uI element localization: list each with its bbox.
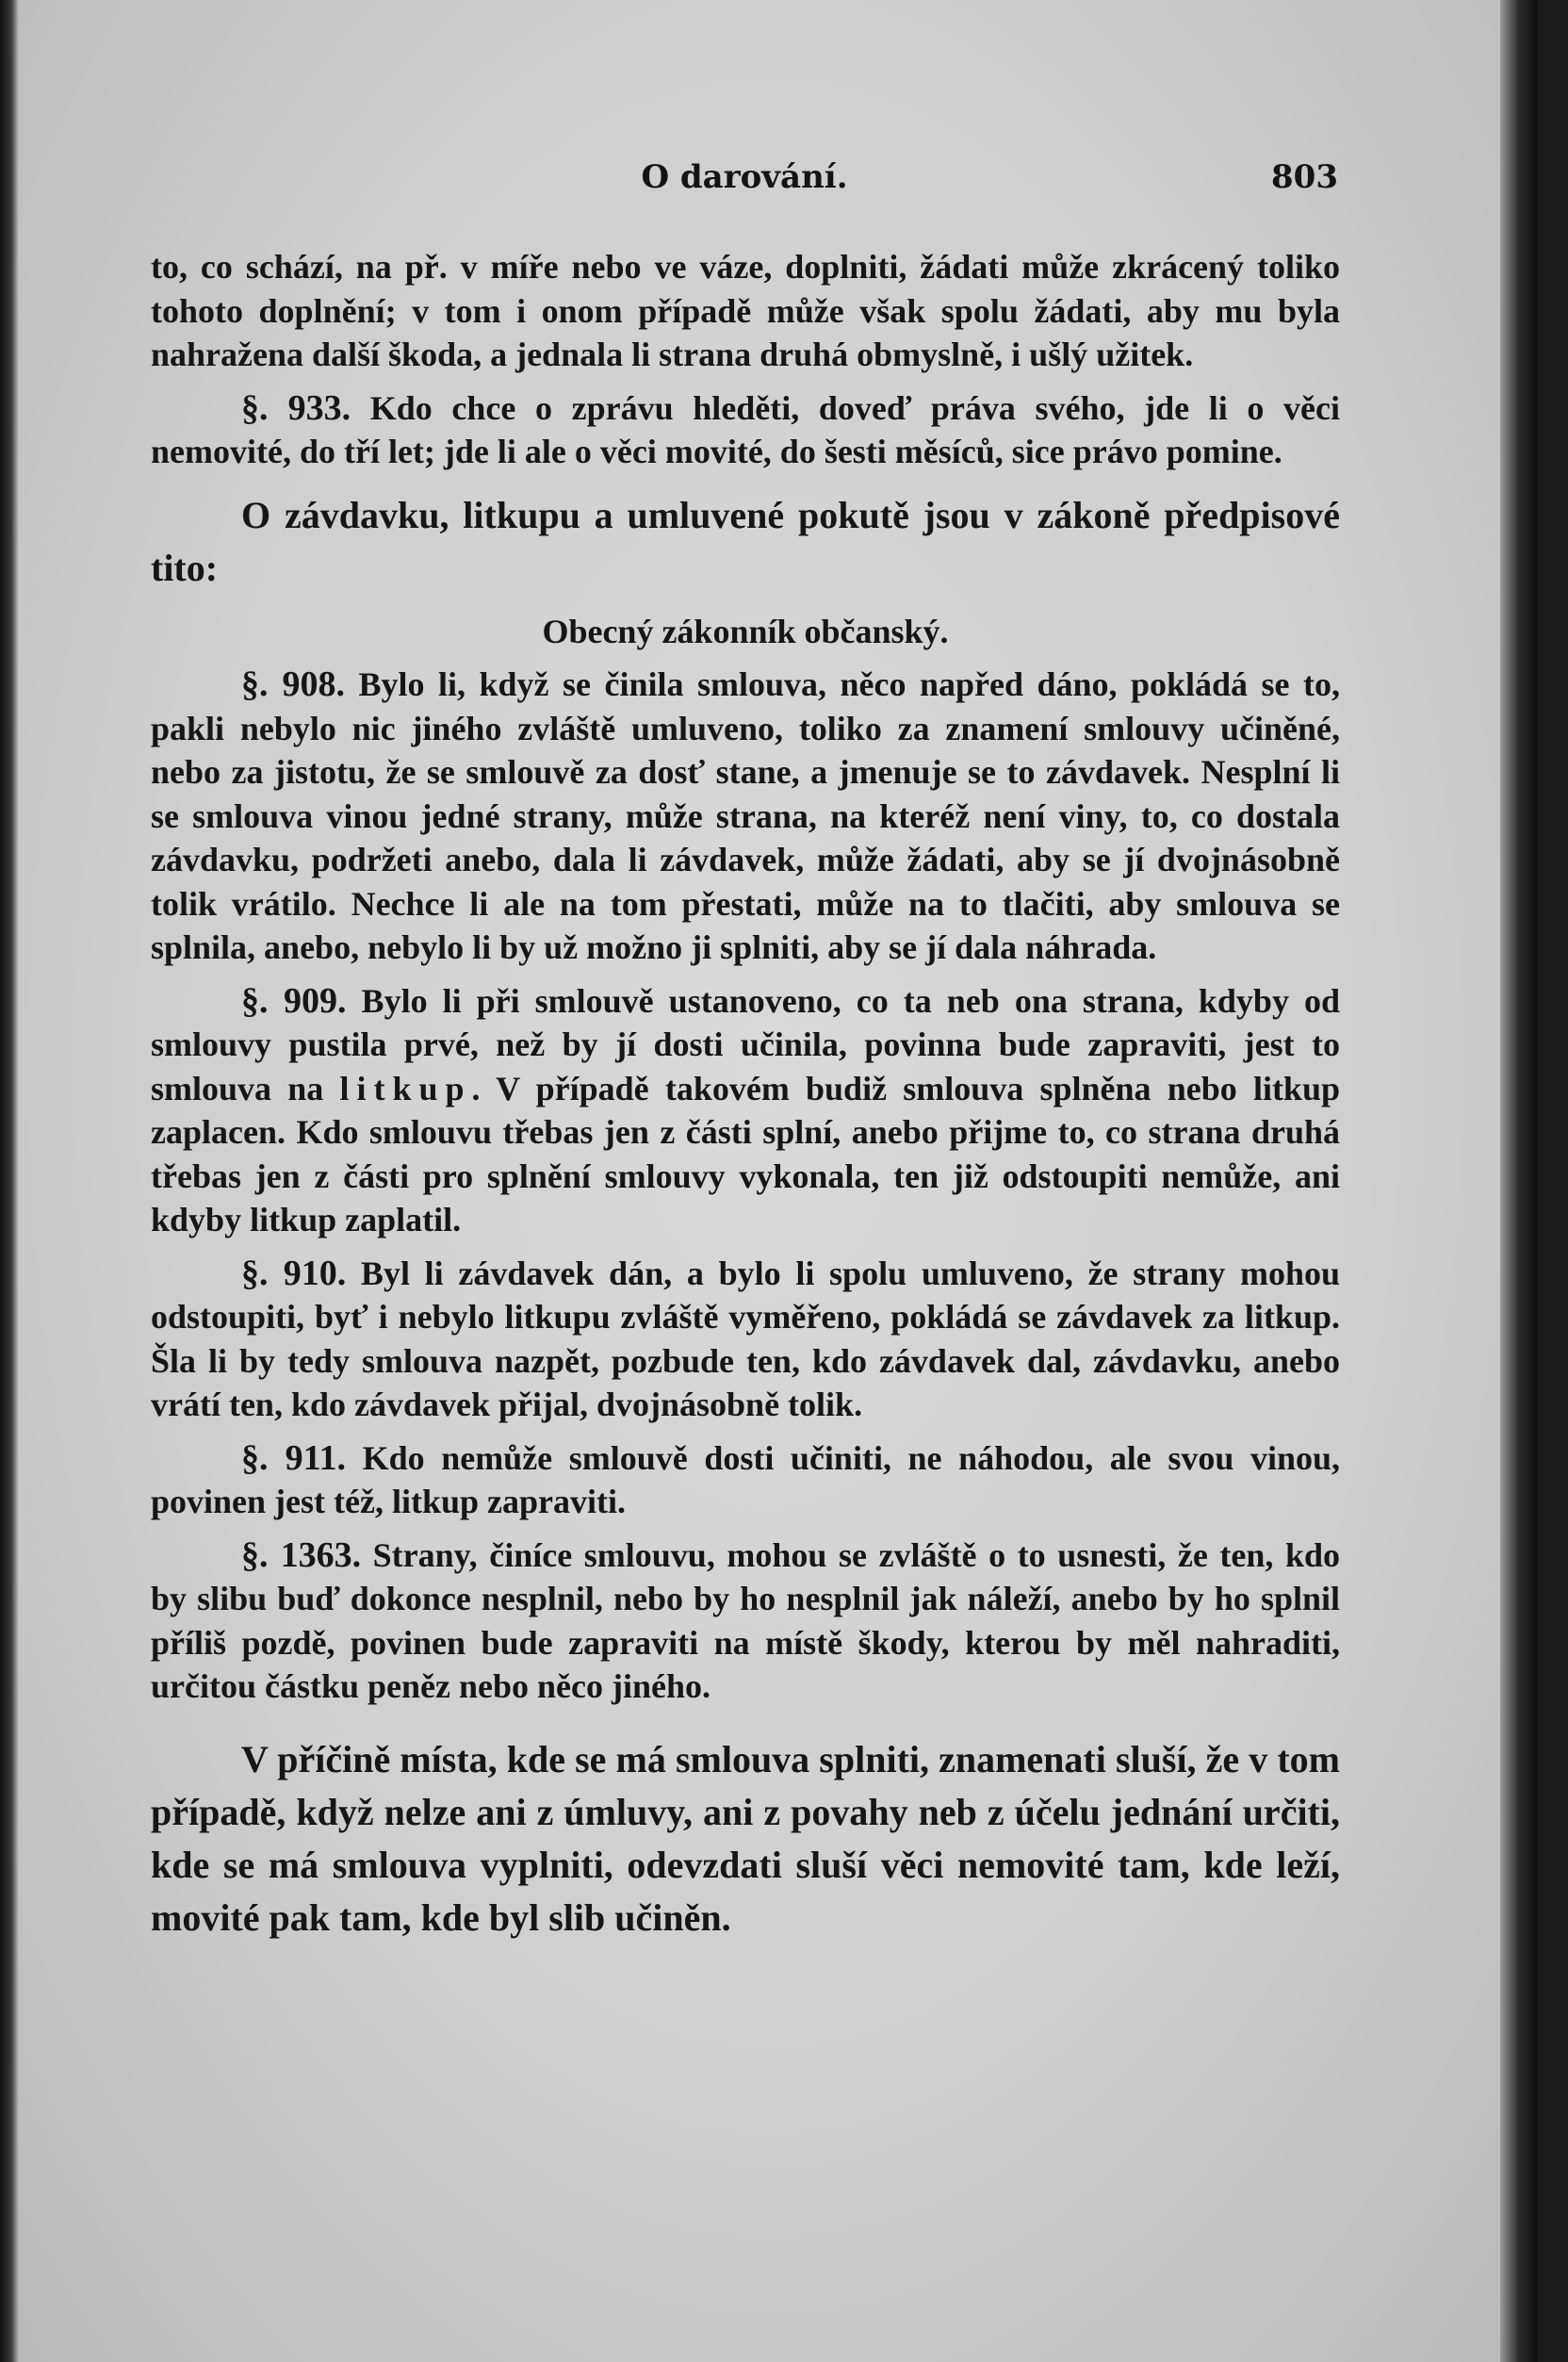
- section-number: §. 909.: [241, 980, 347, 1021]
- paragraph-place-of-performance: V příčině místa, kde se má smlouva splniti, znamenati sluší, že v tom případě, když nelze ani z úmluvy, ani z povahy neb z účelu jednání určiti, kde se má smlouva vyplniti, odevzdati sluší věci nemovité tam, kde leží, movité pak tam, kde byl slib učiněn.: [151, 1737, 1340, 1939]
- section-number: §. 933.: [241, 387, 351, 428]
- section-number: §. 1363.: [241, 1534, 362, 1575]
- paragraph-continuation: to, co schází, na př. v míře nebo ve váze, doplniti, žádati může zkrácený toliko tohoto doplnění; v tom i onom případě může však spolu žádati, aby mu byla nahražena další škoda, a jednala li strana druhá obmyslně, i ušlý užitek.: [151, 248, 1340, 373]
- paragraph-section-933: §. 933. Kdo chce o zprávu hleděti, doveď práva svého, jde li o věci nemovité, do tří let; jde li ale o věci movité, do šesti měsíců, sice právo pomine.: [151, 387, 1341, 470]
- section-number: §. 908.: [241, 664, 345, 704]
- emphasis-litkup: litkup: [339, 1069, 472, 1107]
- running-title: O darování.: [641, 158, 848, 196]
- paragraph-intro-statutes: O závdavku, litkupu a umluvené pokutě jsou v zákoně předpisové tito:: [151, 493, 1340, 589]
- section-number: §. 910.: [241, 1253, 347, 1293]
- paragraph-section-1363: §. 1363. Strany, činíce smlouvu, mohou se zvláště o to usnesti, že ten, kdo by slibu buď dokonce nesplnil, nebo by ho nesplnil jak náleží, anebo by ho splnil příliš pozdě, povinen bude zapraviti na místě škody, kterou by měl nahraditi, určitou částku peněz nebo něco jiného.: [151, 1534, 1340, 1705]
- page-body: [151, 245, 1340, 1944]
- page-header: [151, 158, 1338, 205]
- page-right-edge-shadow: [1500, 0, 1538, 2362]
- page-number: 803: [1271, 158, 1338, 196]
- section-number: §. 911.: [241, 1437, 346, 1478]
- code-heading: Obecný zákonník občanský.: [542, 612, 949, 650]
- paragraph-section-911: §. 911. Kdo nemůže smlouvě dosti učiniti, ne náhodou, ale svou vinou, povinen jest též, litkup zapraviti.: [151, 1437, 1341, 1520]
- page-left-edge-shadow: [0, 0, 19, 2362]
- paragraph-section-908: §. 908. Bylo li, když se činila smlouva, něco napřed dáno, pokládá se to, pakli nebylo nic jiného zvláště umluveno, toliko za znamení smlouvy učiněné, nebo za jistotu, že se smlouvě za dosť stane, a jmenuje se to závdavek. Nesplní li se smlouva vinou jedné strany, může strana, na kteréž není viny, to, co dostala závdavku, podržeti anebo, dala li závdavek, může žádati, aby se jí dvojnásobně tolik vrátilo. Nechce li ale na tom přestati, může na to tlačiti, aby smlouva se splnila, anebo, nebylo li by už možno ji splniti, aby se jí dala náhrada.: [151, 664, 1341, 966]
- paragraph-section-909: §. 909. Bylo li při smlouvě ustanoveno, co ta neb ona strana, kdyby od smlouvy pustila prvé, než by jí dosti učinila, povinna bude zapraviti, jest to smlouva na litkup. V případě takovém budiž smlouva splněna nebo litkup zaplacen. Kdo smlouvu třebas jen z části splní, anebo přijme to, co strana druhá třebas jen z části pro splnění smlouvy vykonala, ten již odstoupiti nemůže, ani kdyby litkup zaplatil.: [151, 980, 1341, 1238]
- paragraph-section-910: §. 910. Byl li závdavek dán, a bylo li spolu umluveno, že strany mohou odstoupiti, byť i nebylo litkupu zvláště vyměřeno, pokládá se závdavek za litkup. Šla li by tedy smlouva nazpět, pozbude ten, kdo závdavek dal, závdavku, anebo vrátí ten, kdo závdavek přijal, dvojnásobně tolik.: [151, 1253, 1340, 1423]
